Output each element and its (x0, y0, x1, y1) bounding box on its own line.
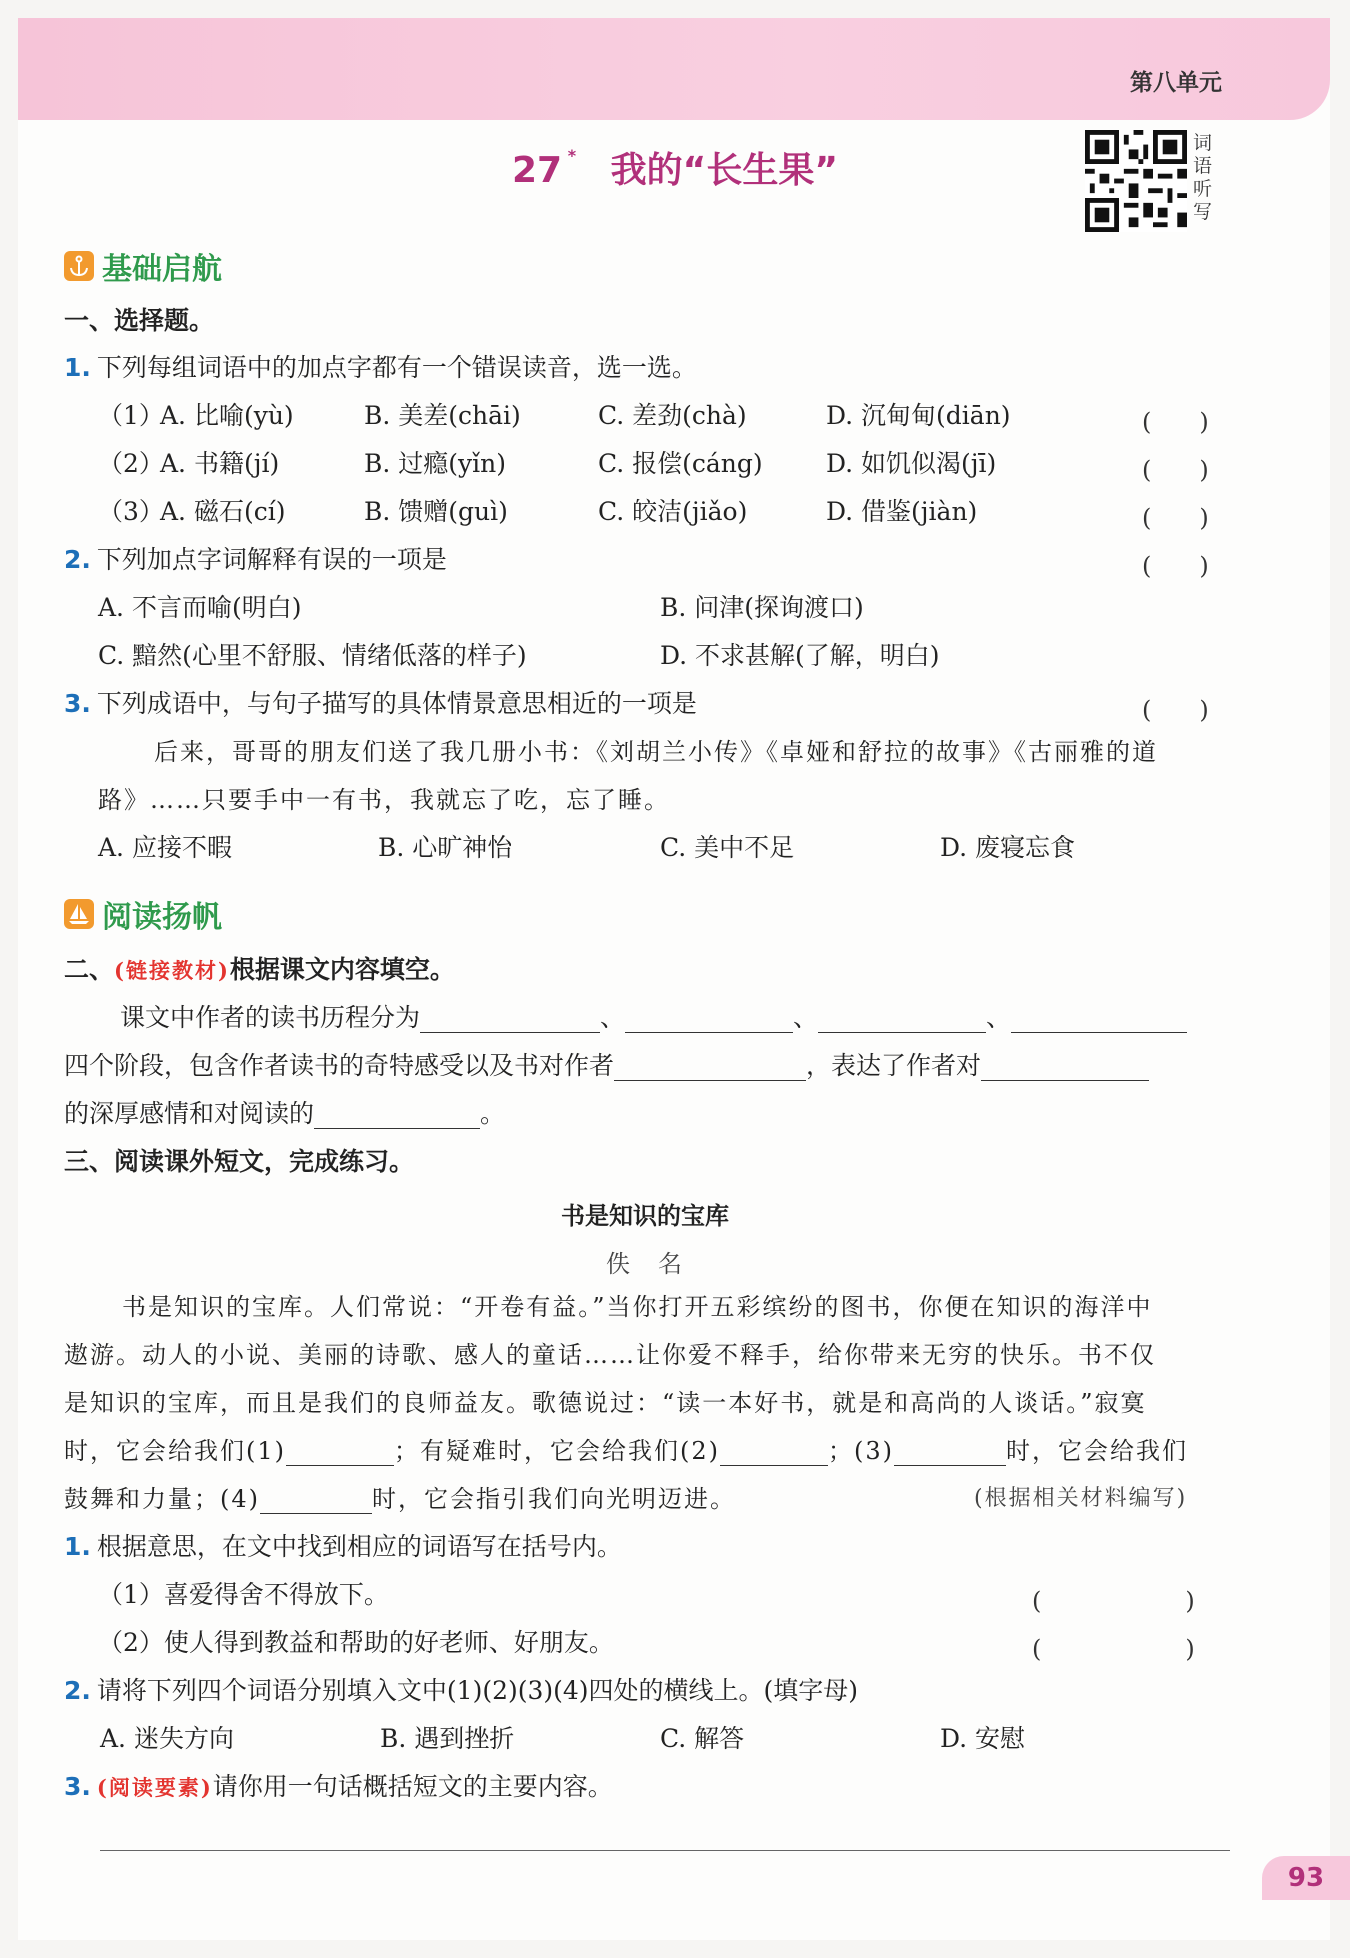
q3-quote-line-2: 路》……只要手中一有书，我就忘了吃，忘了睡。 (98, 786, 670, 814)
option[interactable]: A. 比喻(yù) (160, 401, 294, 430)
section-reading: 阅读扬帆 (64, 892, 222, 936)
fill-blank[interactable] (1011, 1006, 1187, 1033)
option[interactable]: D. 如饥似渴(jī) (826, 449, 997, 478)
p3-q1-item: （2）使人得到教益和帮助的好老师、好朋友。 (98, 1628, 614, 1657)
option[interactable]: B. 过瘾(yǐn) (364, 449, 506, 478)
page-number: 93 (1262, 1856, 1350, 1900)
part1-heading: 一、选择题。 (64, 306, 215, 335)
fill-blank[interactable] (894, 1439, 1006, 1466)
lesson-title-text: 我的“长生果” (610, 150, 838, 191)
unit-label: 第八单元 (1130, 70, 1222, 96)
section-basic: 基础启航 (64, 244, 222, 288)
anchor-icon (64, 251, 94, 281)
lesson-number: 27 * (512, 146, 577, 191)
answer-paren[interactable]: ( ) (1142, 504, 1209, 532)
answer-paren[interactable]: ( ) (1032, 1635, 1195, 1663)
option[interactable]: B. 问津(探询渡口) (660, 593, 864, 622)
part3-heading: 三、阅读课外短文，完成练习。 (64, 1147, 415, 1176)
article-para: 书是知识的宝库。人们常说：“开卷有益。”当你打开五彩缤纷的图书，你便在知识的海洋中 (122, 1293, 1153, 1321)
article-author: 佚 名 (606, 1250, 684, 1278)
answer-line[interactable] (100, 1850, 1230, 1851)
article-source: (根据相关材料编写) (974, 1486, 1188, 1511)
fill-blank[interactable] (720, 1439, 828, 1466)
option[interactable]: A. 磁石(cí) (160, 497, 286, 526)
option[interactable]: D. 不求甚解(了解，明白) (660, 641, 940, 670)
q1-stem: 1. 下列每组词语中的加点字都有一个错误读音，选一选。 (64, 353, 697, 382)
article-para: 时，它会给我们(1) ；有疑难时，它会给我们(2) ；(3) 时，它会给我们 (64, 1437, 1188, 1465)
answer-paren[interactable]: ( ) (1142, 696, 1209, 724)
answer-paren[interactable]: ( ) (1142, 456, 1209, 484)
option[interactable]: D. 废寝忘食 (940, 833, 1076, 862)
part2-line-3: 的深厚感情和对阅读的 。 (64, 1099, 506, 1128)
option[interactable]: C. 解答 (660, 1724, 745, 1753)
part2-heading: 二、(链接教材)根据课文内容填空。 (64, 955, 455, 984)
q2-stem: 2. 下列加点字词解释有误的一项是 (64, 545, 447, 574)
option[interactable]: D. 借鉴(jiàn) (826, 497, 978, 526)
article-title: 书是知识的宝库 (561, 1202, 729, 1230)
p3-q2-stem: 2. 请将下列四个词语分别填入文中(1)(2)(3)(4)四处的横线上。(填字母) (64, 1676, 859, 1705)
fill-blank[interactable] (625, 1006, 793, 1033)
answer-paren[interactable]: ( ) (1032, 1587, 1195, 1615)
option[interactable]: C. 报偿(cáng) (598, 449, 763, 478)
option[interactable]: D. 安慰 (940, 1724, 1026, 1753)
qr-code-icon[interactable] (1085, 130, 1187, 232)
part2-line-1: 课文中作者的读书历程分为 、 、 、 (120, 1003, 1187, 1033)
p3-q3-stem: 3. (阅读要素)请你用一句话概括短文的主要内容。 (64, 1772, 613, 1801)
p3-q1-stem: 1. 根据意思，在文中找到相应的词语写在括号内。 (64, 1532, 622, 1561)
qr-label: 词语听写 (1193, 132, 1213, 223)
option[interactable]: A. 不言而喻(明白) (98, 593, 302, 622)
fill-blank[interactable] (420, 1006, 600, 1033)
option[interactable]: B. 遇到挫折 (380, 1724, 515, 1753)
answer-paren[interactable]: ( ) (1142, 552, 1209, 580)
q3-stem: 3. 下列成语中，与句子描写的具体情景意思相近的一项是 (64, 689, 697, 718)
p3-q1-item: （1）喜爱得舍不得放下。 (98, 1580, 389, 1609)
option[interactable]: A. 应接不暇 (98, 833, 232, 862)
article-para: 鼓舞和力量；(4) 时，它会指引我们向光明迈进。 (64, 1485, 736, 1513)
option[interactable]: B. 心旷神怡 (378, 833, 513, 862)
part2-line-2: 四个阶段，包含作者读书的奇特感受以及书对作者 ，表达了作者对 (64, 1051, 1149, 1081)
fill-blank[interactable] (614, 1054, 806, 1081)
option[interactable]: A. 书籍(jí) (160, 449, 280, 478)
option[interactable]: C. 差劲(chà) (598, 401, 747, 430)
option[interactable]: A. 迷失方向 (100, 1724, 234, 1753)
fill-blank[interactable] (818, 1006, 986, 1033)
option[interactable]: C. 皎洁(jiǎo) (598, 497, 748, 526)
answer-paren[interactable]: ( ) (1142, 408, 1209, 436)
option[interactable]: C. 美中不足 (660, 833, 795, 862)
article-para: 是知识的宝库，而且是我们的良师益友。歌德说过：“读一本好书，就是和高尚的人谈话。”寂寞 (64, 1389, 1147, 1417)
fill-blank[interactable] (981, 1054, 1149, 1081)
option[interactable]: C. 黯然(心里不舒服、情绪低落的样子) (98, 641, 527, 670)
article-para: 遨游。动人的小说、美丽的诗歌、感人的童话……让你爱不释手，给你带来无穷的快乐。书不仅 (64, 1341, 1156, 1369)
fill-blank[interactable] (286, 1439, 394, 1466)
option[interactable]: B. 美差(chāi) (364, 401, 521, 430)
sail-icon (64, 899, 94, 929)
option[interactable]: B. 馈赠(guì) (364, 497, 508, 526)
fill-blank[interactable] (260, 1487, 372, 1514)
option[interactable]: D. 沉甸甸(diān) (826, 401, 1011, 430)
fill-blank[interactable] (314, 1102, 480, 1129)
q3-quote-line-1: 后来，哥哥的朋友们送了我几册小书：《刘胡兰小传》《卓娅和舒拉的故事》《古丽雅的道 (154, 738, 1158, 766)
